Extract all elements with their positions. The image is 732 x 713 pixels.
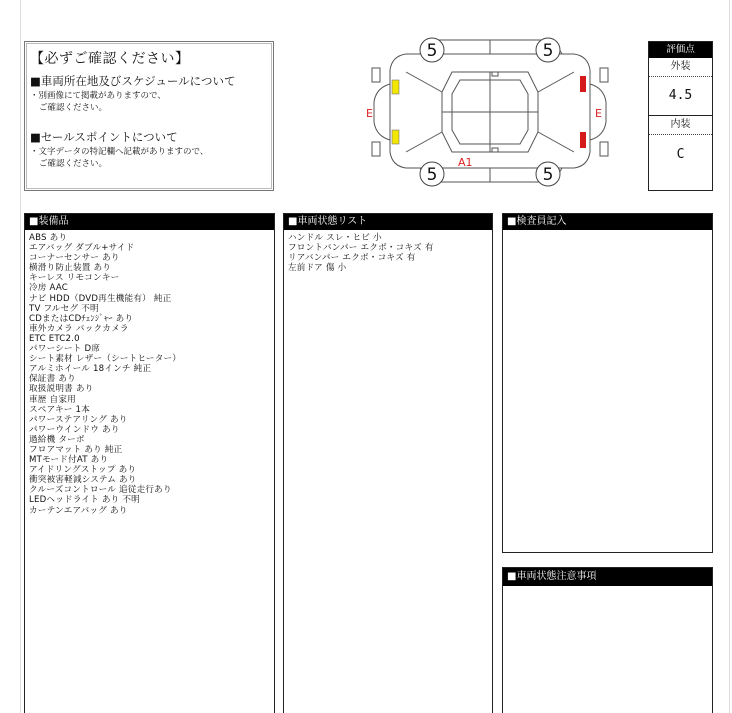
car-diagram xyxy=(362,32,618,192)
damage-mark-rear: E xyxy=(595,107,602,120)
equipment-item: 車歴 自家用 xyxy=(29,394,76,405)
inspector-header: ■検査員記入 xyxy=(503,214,712,230)
equipment-item: エアバッグ ダブル+サイド xyxy=(29,243,135,254)
rear-left-light xyxy=(580,76,586,92)
notice-box xyxy=(24,41,274,191)
notes-panel xyxy=(502,567,713,713)
equipment-item: シート素材 レザー（シートヒーター） xyxy=(29,354,182,365)
equipment-item: パワーウインドウ あり xyxy=(29,424,120,435)
equipment-item: 過給機 ターボ xyxy=(29,434,85,445)
condition-item: ハンドル スレ・ヒビ 小 xyxy=(288,233,382,243)
equipment-item: CDまたはCDﾁｪﾝｼﾞｬｰ あり xyxy=(29,313,134,324)
damage-mark-a1: A1 xyxy=(458,156,473,169)
schedule-line-2: ご確認ください。 xyxy=(39,103,108,113)
grade-header: 評価点 xyxy=(649,42,712,58)
front-right-light xyxy=(392,130,399,144)
equipment-item: 衝突被害軽減システム あり xyxy=(29,475,137,486)
interior-label: 内装 xyxy=(649,116,712,135)
condition-header: ■車両状態リスト xyxy=(284,214,492,230)
inspector-panel xyxy=(502,213,713,553)
exterior-grade-value: 4.5 xyxy=(668,88,693,103)
equipment-item: MTモード付AT あり xyxy=(29,455,109,466)
damage-mark-front: E xyxy=(366,107,373,120)
interior-grade-value: C xyxy=(676,147,685,162)
notes-header: ■車両状態注意事項 xyxy=(503,568,712,586)
sales-heading: ■セールスポイントについて xyxy=(30,130,178,144)
condition-list xyxy=(288,233,492,273)
equipment-item: キーレス リモコンキー xyxy=(29,273,120,284)
rear-right-light xyxy=(580,132,586,148)
equipment-item: コーナーセンサー あり xyxy=(29,253,120,264)
equipment-item: ナビ HDD（DVD再生機能有） 純正 xyxy=(29,293,172,304)
sales-line-2: ご確認ください。 xyxy=(39,159,108,169)
equipment-item: フロアマット あり 純正 xyxy=(29,444,123,455)
equipment-item: スペアキー 1本 xyxy=(29,404,91,415)
schedule-heading: ■車両所在地及びスケジュールについて xyxy=(30,74,236,88)
equipment-item: ABS あり xyxy=(29,233,68,243)
equipment-item: LEDヘッドライト あり 不明 xyxy=(29,495,140,506)
tire-top-right-value: 5 xyxy=(542,41,554,61)
equipment-item: アルミホイール 18インチ 純正 xyxy=(29,364,152,375)
schedule-line-1: ・別画像にて掲載がありますので、 xyxy=(30,91,166,101)
condition-item: 左前ドア 傷 小 xyxy=(288,263,347,274)
tire-top-left-value: 5 xyxy=(426,41,438,61)
exterior-label: 外装 xyxy=(649,58,712,77)
equipment-item: カーテンエアバッグ あり xyxy=(29,505,128,516)
condition-item: フロントバンパー エクボ・コキズ 有 xyxy=(288,243,434,254)
equipment-header: ■装備品 xyxy=(25,214,274,230)
front-left-light xyxy=(392,80,399,94)
equipment-item: 保証書 あり xyxy=(29,374,76,385)
condition-item: リアバンパー エクボ・コキズ 有 xyxy=(288,253,416,264)
equipment-item: ETC ETC2.0 xyxy=(29,333,80,344)
equipment-item: 横滑り防止装置 あり xyxy=(29,263,112,274)
sales-line-1: ・文字データの特記欄へ記載がありますので、 xyxy=(30,147,209,157)
equipment-item: 冷房 AAC xyxy=(29,283,68,294)
equipment-item: クルーズコントロール 追従走行あり xyxy=(29,485,172,496)
grade-box xyxy=(648,41,713,191)
equipment-item: パワーステアリング あり xyxy=(29,414,128,425)
equipment-list xyxy=(29,233,274,516)
condition-panel xyxy=(283,213,493,713)
equipment-item: 車外カメラ バックカメラ xyxy=(29,323,129,334)
equipment-panel xyxy=(24,213,275,713)
tire-bottom-left-value: 5 xyxy=(426,165,438,185)
equipment-item: TV フルセグ 不明 xyxy=(29,303,99,314)
equipment-item: 取扱説明書 あり xyxy=(29,384,94,395)
tire-bottom-right-value: 5 xyxy=(542,165,554,185)
equipment-item: パワーシート D席 xyxy=(29,344,101,355)
notice-title: 【必ずご確認ください】 xyxy=(30,51,190,67)
equipment-item: アイドリングストップ あり xyxy=(29,465,137,476)
